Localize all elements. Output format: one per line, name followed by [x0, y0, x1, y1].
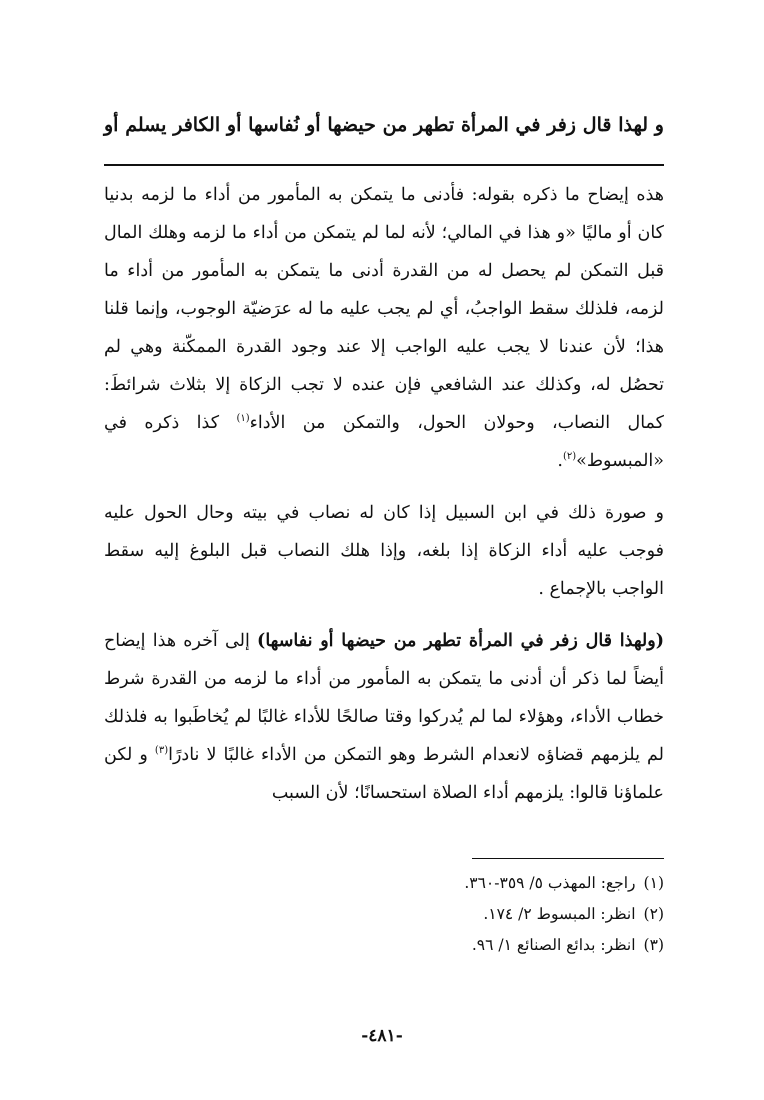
footnote-ref-1[interactable]: (١) — [236, 413, 250, 425]
paragraph-1: هذه إيضاح ما ذكره بقوله: فأدنى ما يتمكن به المأمور من أداء ما لزمه بدنيا كان أو ماليًا «و هذا في المالي؛ لأنه لما لم يتمكن من أداء ما لزمه وهلك المال قبل التمكن لم يحصل له من القدرة أدنى ما يتمكن به المأمور من أداء ما لزمه، فلذلك سقط الواجبُ، أي لم يجب عليه ما له عرَضيّة الوجوب، وإنما قلنا هذا؛ لأن عندنا لا يجب عليه الواجب إلا عند وجود القدرة الممكّنة وهي لم تحصُل له، وكذلك عند الشافعي فإن عنده لا تجب الزكاة إلا بثلاث شرائطَ: كمال النصاب، وحولان الحول، والتمكن من الأداء$^{(١)}$ كذا ذكره في «المبسوط»$^{(٢)}$. — [104, 185, 665, 471]
footnote-ref-2[interactable]: (٢) — [562, 451, 577, 463]
paragraph-2: و صورة ذلك في ابن السبيل إذا كان له نصاب في بيته وحال الحول عليه فوجب عليه أداء الزكاة إذا بلغه، وإذا هلك النصاب قبل البلوغ إليه سقط الواجب بالإجماع . — [104, 503, 664, 599]
matn-heading-line: و لهذا قال زفر في المرأة تطهر من حيضها أو نُفاسها أو الكافر يسلم أو — [104, 114, 664, 136]
footnote-2: (٢)انظر: المبسوط ٢/ ١٧٤. — [483, 905, 664, 923]
commentary-body — [104, 176, 664, 826]
footnote-1: (١)راجع: المهذب ٥/ ٣٥٩-٣٦٠. — [464, 874, 664, 892]
footnotes — [104, 868, 664, 961]
footnote-separator — [472, 858, 664, 859]
paragraph-3: (ولهذا قال زفر في المرأة تطهر من حيضها أو نفاسها) إلى آخره هذا إيضاح أيضاً لما ذكر أن أدنى ما يتمكن به المأمور من أداء ما لزمه من القدرة شرط خطاب الأداء، وهؤلاء لما لم يُدركوا وقتا صالحًا للأداء غالبًا لم يُخاطَبوا به فلذلك لم يلزمهم قضاؤه لانعدام الشرط وهو التمكن من الأداء غالبًا لا نادرًا$^{(٣)}$ و لكن علماؤنا قالوا: يلزمهم أداء الصلاة استحسانًا؛ لأن السبب — [104, 631, 665, 803]
footnote-ref-3[interactable]: (٣) — [154, 745, 169, 757]
footnote-3: (٣)انظر: بدائع الصنائع ١/ ٩٦. — [471, 936, 664, 954]
header-rule — [104, 164, 664, 166]
page-number: -٤٨١- — [361, 1026, 403, 1046]
quoted-matn: ولهذا قال زفر في المرأة تطهر من حيضها أو نفاسها — [265, 631, 656, 651]
